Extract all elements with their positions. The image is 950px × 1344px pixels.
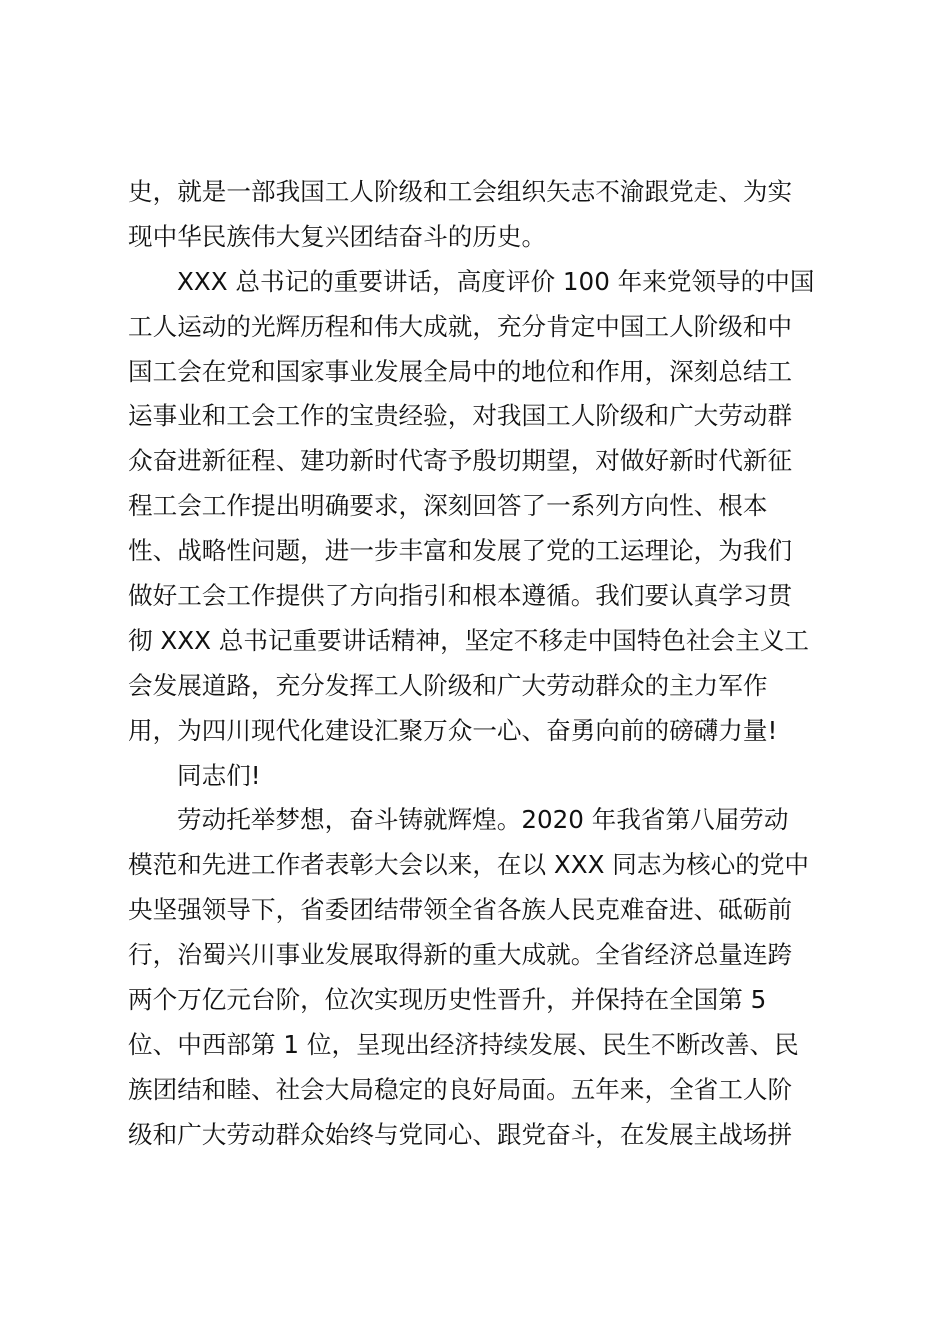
text-line: 程工会工作提出明确要求，深刻回答了一系列方向性、根本 xyxy=(128,491,768,521)
text-line: 现中华民族伟大复兴团结奋斗的历史。 xyxy=(128,221,547,251)
text-line: 两个万亿元台阶，位次实现历史性晋升，并保持在全国第 5 xyxy=(128,985,767,1015)
text-line: 运事业和工会工作的宝贵经验，对我国工人阶级和广大劳动群 xyxy=(128,401,793,431)
text-line: 央坚强领导下，省委团结带领全省各族人民克难奋进、砥砺前 xyxy=(128,895,793,925)
text-line: 会发展道路，充分发挥工人阶级和广大劳动群众的主力军作 xyxy=(128,670,768,700)
text-line: 国工会在党和国家事业发展全局中的地位和作用，深刻总结工 xyxy=(128,356,793,386)
text-line: 工人运动的光辉历程和伟大成就，充分肯定中国工人阶级和中 xyxy=(128,311,793,341)
text-line: 模范和先进工作者表彰大会以来，在以 XXX 同志为核心的党中 xyxy=(128,850,810,880)
salutation-line: 同志们! xyxy=(177,760,261,790)
text-line: 性、战略性问题，进一步丰富和发展了党的工运理论，为我们 xyxy=(128,536,793,566)
body-text xyxy=(128,170,828,1158)
text-line: 用，为四川现代化建设汇聚万众一心、奋勇向前的磅礴力量! xyxy=(128,715,778,745)
text-line: 位、中西部第 1 位，呈现出经济持续发展、民生不断改善、民 xyxy=(128,1029,799,1059)
text-line: 级和广大劳动群众始终与党同心、跟党奋斗，在发展主战场拼 xyxy=(128,1119,793,1149)
text-line: 众奋进新征程、建功新时代寄予殷切期望，对做好新时代新征 xyxy=(128,446,793,476)
text-line: 彻 XXX 总书记重要讲话精神，坚定不移走中国特色社会主义工 xyxy=(128,625,810,655)
paragraph-start-line: 劳动托举梦想，奋斗铸就辉煌。2020 年我省第八届劳动 xyxy=(177,805,789,835)
text-line: 族团结和睦、社会大局稳定的良好局面。五年来，全省工人阶 xyxy=(128,1074,793,1104)
text-line: 行，治蜀兴川事业发展取得新的重大成就。全省经济总量连跨 xyxy=(128,940,793,970)
text-line: 史，就是一部我国工人阶级和工会组织矢志不渝跟党走、为实 xyxy=(128,177,793,206)
text-line: 做好工会工作提供了方向指引和根本遵循。我们要认真学习贯 xyxy=(128,581,793,611)
paragraph-start-line: XXX 总书记的重要讲话，高度评价 100 年来党领导的中国 xyxy=(177,266,815,296)
